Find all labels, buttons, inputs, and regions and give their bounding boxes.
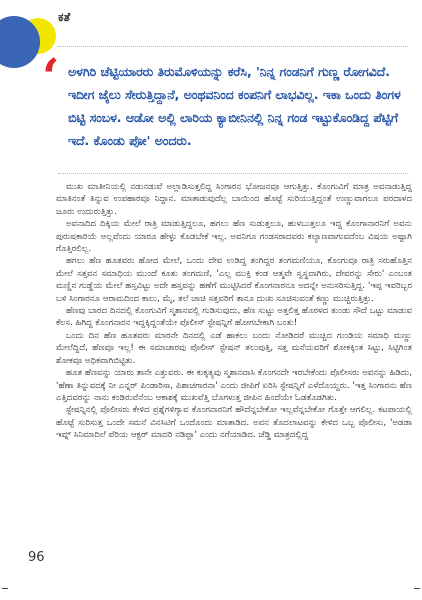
- body-paragraph: ಅವನಾದಿದ ದಿಕ್ಕಿಯ ಮೇಲೆ ರಾತ್ರಿ ಮಾಡುತ್ತಿದ್ದಲೂ, ಹಗಲು ಹೆಣ ಸುಡುತ್ತಲೂ, ಹುಳಬುತ್ತಲೂ ಇದ್ದ ಕೊಂಗಾನಾರನಿಗೆ ಅವನು ಪುರುಷಕಾರಿಯೆ ಅಲ್ಲವೆಂದು ಯಾರೂ ಹೇಳ್ಳು ಕೊಡಬೇಕೆ ಇಲ್ಲ. ಅವನಿಗೂ ಗಂಡಸರಾದವರು ಕಲ್ಯಾಣವಾಗುವದೆಂಬ ವಿಷಯ ಅಷ್ಟಾಗಿ ಗೊತ್ತಿರಲಿಲ್ಲ.: [56, 219, 412, 255]
- crop-mark: [2, 588, 8, 589]
- article-body: [56, 181, 412, 442]
- body-paragraph: ಒಂದು ದಿನ ಹೆಣ ಹೂತವರು ಮಾರನೇ ದಿನದಲ್ಲಿ ಎಡೆ ಹಾಕಲು ಬಂದು ನೋಡಿದರೆ ಮುಚ್ಚಿದ ಗುಂಡಿಯ ಸಮಾಧಿ ಮಣ್ಣು ಮೇಲೆದ್ದಿದೆ, ಹೆಣವೂ ಇಲ್ಲ! ಈ ಸಮಾಚಾರವು ಪೊಲೀಸ್ ಸ್ಟೇಷನ್ ತಲುಪುತ್ತಿ, ಸತ್ತ ಮನೆಯವರಿಗೆ ಶೋಕಕ್ಕಿಂತ ಸಿಟ್ಟು, ಸಿಟ್ಟಿಗಿಂತ ಶೋಕವೂ ಅಧಿಕವಾಗಿಬಿಟ್ಟಿತು.: [56, 330, 412, 366]
- section-label: ಕತೆ: [58, 10, 71, 24]
- body-paragraph: ಹೆಣವು ಬಾರದ ದಿನದಲ್ಲಿ ಕೊಂಗುವಿಗೆ ಸ್ಮಶಾನವಲ್ಲಿ ಗುಡಿಸುವುದು, ಹೆಣ ಸುಟ್ಟು ಅತ್ತಲಿತ್ತ ಹೊರಳದ ತುಂಡು ಸೌದೆ ಒಟ್ಟು ಮಾಡುವ ಕೆಲಸ. ಹಿಗಿದ್ದ ಕೊಂಗನಾರನ ಇದ್ದಕ್ಕಿದ್ದಂತೆಯೇ ಪೊಲೀಸ್ ಸ್ಟೇಷನ್ನಿಗೆ ಹೋಗಬೇಕಾಗಿ ಬಂತು!: [56, 306, 412, 329]
- pull-quote: ಅಳಗಿರಿ ಚೆಟ್ಟಿಯಾರರು ತಿರುಮೊಳಿಯನ್ನು ಕರೆಸಿ, 'ನಿನ್ನ ಗಂಡನಿಗೆ ಗುಣ್ಣ ರೋಗವಿದೆ. ಇದೀಗ ಜೈಲು ಸೇರುತ್ತಿದ್ದಾನೆ, ಅಂಥವನಿಂದ ಕಂಪನಿಗೆ ಲಾಭವಿಲ್ಲ. ಇಕಾ ಒಂದು ತಿಂಗಳ ಬಿಟ್ಟಿ ಸಂಬಳ. ಆಡೋ ಅಲ್ಲಿ ಲಾರಿಯ ಕ್ಯಾಬೀನಿನಲ್ಲಿ ನಿನ್ನ ಗಂಡ ಇಟ್ಟುಕೊಂಡಿದ್ದ ಪೆಟ್ಟಿಗೆ ಇದೆ. ಕೊಂಡು ಪೋ' ಅಂದರು.: [68, 64, 401, 148]
- body-paragraph: ಸ್ಟೇಷನ್ನಿನಲ್ಲಿ ಪೊಲೀಸರು ಕೇಳಿದ ಪ್ರಶ್ನೆಗಳಿಗ್ಯಾವ ಕೊಂಗನಾರನಿಗೆ ಹೌದೆನ್ನಬೇಕೋ ಇಲ್ಲವೆನ್ನಬೇಕೋ ಗೊತ್ತೇ ಆಗಲಿಲ್ಲ. ಕಟಪಾಯಲ್ಲಿ ಹೊಟ್ಟೆ ಸುರಿಸುತ್ತ ಒಂದೇ ಸಮನೆ ವಿನಸಿಟಿಗೆ ಒಂದೊಂದು ಮಾತಾಡಿದ. ಅವನ ತೊದಲಾಟವನ್ನು ಕೇಳಿದ ಒಬ್ಬ ಪೊಲೀಸು, 'ಅಡಡಾ ಇವ್ನ್ ಸಿನಿಮಾದಿಲೆ ಪೆರಿಯ ಆಕ್ಟರ್ ಮಾದರಿ ನಡಿಪ್ಪಾ' ಎಂದು ನಗೆಯಾಡಿದ. ಚೆಡ್ಡಿ ಮಾತ್ರದಲ್ಲಿದ್ದ: [56, 405, 412, 441]
- page-number: 96: [28, 550, 45, 565]
- pull-quote-divider: [58, 173, 408, 174]
- quote-mark-icon: ‘: [42, 47, 60, 106]
- body-paragraph: ಹಗಲು ಹೆಣ ಹೂತವರು ಹೋದ ಮೇಲೆ, ಒಂದು ದೇವ ಉಡಿದ್ದ ತಂಗಿದ್ದರ ತಂಗಮಣಿಯೂ, ಕೊಂಗುವೂ ರಾತ್ರಿ ಸರುಹೊತ್ತಿನ ಮೇಲೆ ಸತ್ತವನ ಸಮಾಧಿಯ ಮುಂದೆ ಕೂತು ತಂಗಮಣಿ, 'ಎಲ್ಲ ಮುಕ್ತಿ ಕಂಡ ಆತ್ಮವೇ ಸ್ವಸ್ಥವಾಗಿರು, ದೇವರನ್ನು ಸೇರು' ಎಂಬಂತ ಮಣ್ಣಿನ ಗುಡ್ಡೆಯ ಮೇಲೆ ಹಸ್ತವಿಟ್ಟು ಅದೇ ಹಸ್ತವನ್ನು ಹಣೆಗೆ ಮುಟ್ಟಿಸಿದರೆ ಕೊಂಗನಾರನೂ ಅದನ್ನೇ ಅನುಸರಿಸುತ್ತಿದ್ದ. 'ಇಪ್ಪ ಇವರಿಬ್ಬರ ಬಳಿ ಸಿಂಗಾರನೂ ಆರಾಮದಿಂದ ಕಾಲು, ಮೈ, ತಲೆ ಚಾಚಿ ಸತ್ತವರಿಗೆ ತಾನೂ ದುಃಖ ಸೂಚಿಸುವಂತೆ ಕಣ್ಣು ಮುಚ್ಚಿರುತ್ತಿತ್ತು.: [56, 256, 412, 304]
- header-divider: [58, 46, 408, 47]
- crop-mark: [414, 588, 420, 589]
- body-paragraph: ಮುಖ ಮಾತೀನಿಯಲ್ಲಿ ನಡುನಡುವೆ ಅಲ್ಲಾಡಿಸುತ್ತಲಿದ್ದ ಸಿಂಗಾರನ ಭೋಜನವೂ ಆಗುತ್ತಿತ್ತು. ಕೊಂಗುವಿಗೆ ಮಾತ್ರ ಅವನಾಡುತ್ತಿದ್ದ ಮಾತಿನಂತೆ ತಿನ್ನುವ ಉಪಹಾರವೂ ನಿದ್ದಾನ. ಮಾತಾಡುವುದೆಲ್ಲ ಬಾಯಿಂದ ಹೊಟ್ಟೆ ಸುರಿಯುತ್ತಿದ್ದಂತೆ ಉಣ್ಣುವಾಗಲೂ ಪರದಾಳದ ಜೂರು ಉದುರುತ್ತಿತ್ತು.: [56, 182, 412, 217]
- body-paragraph: ಹೂತ ಹೆಣವನ್ನು ಯಾರು ತಾನೇ ಎತ್ತುವರು. ಈ ಕುಕೃತ್ಯವು ಸ್ಮಶಾನವಾಸಿ ಕೊಂಗನದೇ ಇರಬೇಕೆಂದು ಪೊಲೀಸರು ಅವನನ್ನು ಹಿಡಿದು, 'ಹೆಣಾ ತಿನ್ನುವದಕ್ಕೆ ನೀ ಎನ್ನರ್ ಪಿಂಡಾರಿಸಾ, ಪಿಶಾಚಗಾರನಾ' ಎಂದು ಜೀಪಿಗೆ ಏರಿಸಿ ಸ್ಟೇಷನ್ನಿಗೆ ಎಳೆದೊಯ್ದರು. 'ಇತ್ತ ಸಿಂಗಾರನು ಹೆಣ ಎತ್ತಿದವರನ್ನು ನಾನು ಕಂಡಿರುವೆನೆಂಬ ಆಕಾಶಕ್ಕೆ ಮುಖವೆತ್ತಿ ಬೊಗಳುತ್ತ ಜೀಪಿನ ಹಿಂದೆಯೇ ಓಡತೊಡಗಿತು.: [56, 368, 412, 403]
